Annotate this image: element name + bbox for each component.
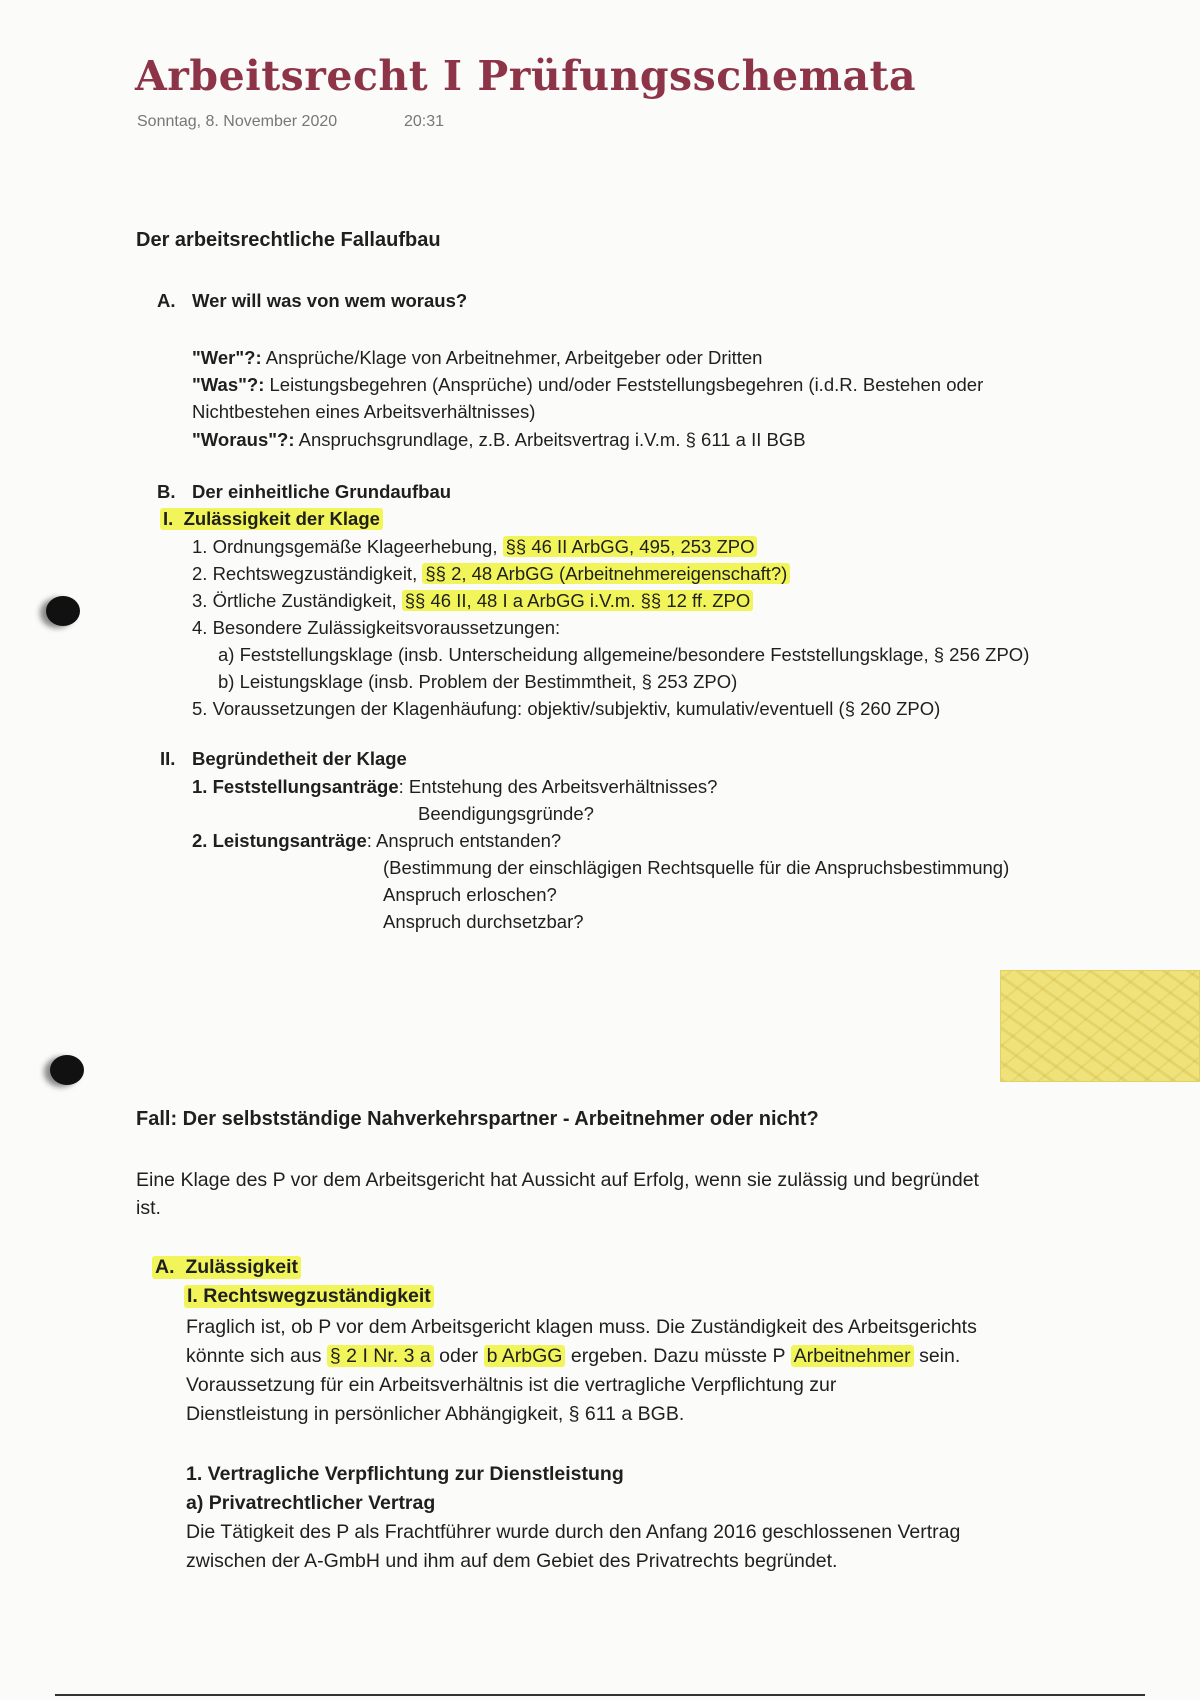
- punch-hole: [46, 596, 80, 626]
- feststellung-line: [192, 776, 717, 798]
- section-heading-fallaufbau: Der arbeitsrechtliche Fallaufbau: [136, 229, 441, 251]
- item-2-highlight: §§ 2, 48 ArbGG (Arbeitnehmereigenschaft?): [422, 563, 790, 584]
- heading-zulaessigkeit-der-klage: [160, 508, 383, 530]
- marker-a: A.: [157, 290, 176, 311]
- paragraph-2-line-2: zwischen der A-GmbH und ihm auf dem Gebiet des Privatrechts begründet.: [186, 1550, 838, 1572]
- woraus-text: Anspruchsgrundlage, z.B. Arbeitsvertrag i.V.m. § 611 a II BGB: [294, 429, 806, 450]
- item-1-highlight: §§ 46 II ArbGG, 495, 253 ZPO: [503, 536, 758, 557]
- marker-ii: II.: [160, 748, 176, 769]
- p2-highlight-3: Arbeitnehmer: [791, 1345, 914, 1367]
- wer-line: [192, 347, 762, 369]
- paragraph-line-3: Voraussetzung für ein Arbeitsverhältnis ist die vertragliche Verpflichtung zur: [186, 1374, 837, 1396]
- woraus-line: [192, 429, 806, 451]
- item-4: 4. Besondere Zulässigkeitsvoraussetzungen:: [192, 617, 561, 638]
- p2-a: könnte sich aus: [186, 1345, 327, 1367]
- p2-d: sein.: [913, 1345, 961, 1367]
- item-4b: b) Leistungsklage (insb. Problem der Bestimmtheit, § 253 ZPO): [218, 671, 738, 692]
- subheading-1a: a) Privatrechtlicher Vertrag: [186, 1492, 436, 1514]
- leistung-text: : Anspruch entstanden?: [366, 830, 562, 851]
- item-3-highlight: §§ 46 II, 48 I a ArbGG i.V.m. §§ 12 ff. ZPO: [402, 590, 754, 611]
- sticky-note: [1000, 970, 1200, 1082]
- marker-i: I.: [163, 508, 174, 529]
- leistung-label: 2. Leistungsanträge: [192, 830, 367, 851]
- item-1: [192, 536, 757, 558]
- item-1-text: 1. Ordnungsgemäße Klageerhebung,: [192, 536, 503, 557]
- intro-line-1: Eine Klage des P vor dem Arbeitsgericht hat Aussicht auf Erfolg, wenn sie zulässig und begründet: [136, 1169, 979, 1191]
- punch-hole: [50, 1055, 84, 1085]
- page-title: Arbeitsrecht I Prüfungsschemata: [135, 52, 917, 100]
- heading-wer-will-was: Wer will was von wem woraus?: [192, 290, 468, 311]
- p2-highlight-1: § 2 I Nr. 3 a: [327, 1345, 434, 1367]
- leistung-line-4: Anspruch durchsetzbar?: [383, 911, 584, 932]
- leistung-line-3: Anspruch erloschen?: [383, 884, 557, 905]
- subheading-1: 1. Vertragliche Verpflichtung zur Dienstleistung: [186, 1463, 624, 1485]
- item-3-text: 3. Örtliche Zuständigkeit,: [192, 590, 402, 611]
- was-line: [192, 374, 983, 396]
- zulaessigkeit-case-title: Zulässigkeit: [185, 1256, 299, 1278]
- paragraph-line-2: [186, 1345, 960, 1368]
- leistung-line-2: (Bestimmung der einschlägigen Rechtsquelle für die Anspruchsbestimmung): [383, 857, 1010, 878]
- paragraph-2-line-1: Die Tätigkeit des P als Frachtführer wurde durch den Anfang 2016 geschlossenen Vertrag: [186, 1521, 961, 1543]
- marker-b: B.: [157, 481, 176, 502]
- paragraph-line-4: Dienstleistung in persönlicher Abhängigkeit, § 611 a BGB.: [186, 1403, 685, 1425]
- item-5: 5. Voraussetzungen der Klagenhäufung: objektiv/subjektiv, kumulativ/eventuell (§ 260 ZPO): [192, 698, 941, 719]
- date: Sonntag, 8. November 2020: [137, 113, 338, 130]
- heading-begruendetheit: Begründetheit der Klage: [192, 748, 407, 769]
- woraus-label: "Woraus"?:: [192, 429, 295, 450]
- item-2-text: 2. Rechtswegzuständigkeit,: [192, 563, 423, 584]
- wer-label: "Wer"?:: [192, 347, 262, 368]
- was-line-2: Nichtbestehen eines Arbeitsverhältnisses): [192, 401, 536, 422]
- item-4a: a) Feststellungsklage (insb. Unterscheidung allgemeine/besondere Feststellungsklage, § 256 ZPO): [218, 644, 1030, 665]
- p2-c: ergeben. Dazu müsste P: [565, 1345, 791, 1367]
- zulaessigkeit-title: Zulässigkeit der Klage: [183, 508, 380, 529]
- p2-highlight-2: b ArbGG: [484, 1345, 566, 1367]
- heading-grundaufbau: Der einheitliche Grundaufbau: [192, 481, 452, 502]
- case-heading: Fall: Der selbstständige Nahverkehrspartner - Arbeitnehmer oder nicht?: [136, 1108, 819, 1130]
- paragraph-line-1: Fraglich ist, ob P vor dem Arbeitsgericht klagen muss. Die Zuständigkeit des Arbeitsgerichts: [186, 1316, 977, 1338]
- page-bottom-rule: [55, 1694, 1145, 1696]
- feststellung-line-2: Beendigungsgründe?: [418, 803, 594, 824]
- heading-rechtswegzustaendigkeit: I. Rechtswegzuständigkeit: [184, 1285, 434, 1308]
- leistung-line: [192, 830, 561, 852]
- p2-b: oder: [433, 1345, 484, 1367]
- item-2: [192, 563, 790, 585]
- intro-line-2: ist.: [136, 1197, 161, 1219]
- item-3: [192, 590, 753, 612]
- heading-zulaessigkeit: [152, 1256, 301, 1279]
- marker-case-a: A.: [155, 1256, 175, 1278]
- time: 20:31: [404, 113, 445, 130]
- was-text: Leistungsbegehren (Ansprüche) und/oder Feststellungsbegehren (i.d.R. Bestehen oder: [264, 374, 984, 395]
- feststellung-label: 1. Feststellungsanträge: [192, 776, 399, 797]
- wer-text: Ansprüche/Klage von Arbeitnehmer, Arbeitgeber oder Dritten: [261, 347, 763, 368]
- was-label: "Was"?:: [192, 374, 265, 395]
- feststellung-text: : Entstehung des Arbeitsverhältnisses?: [398, 776, 718, 797]
